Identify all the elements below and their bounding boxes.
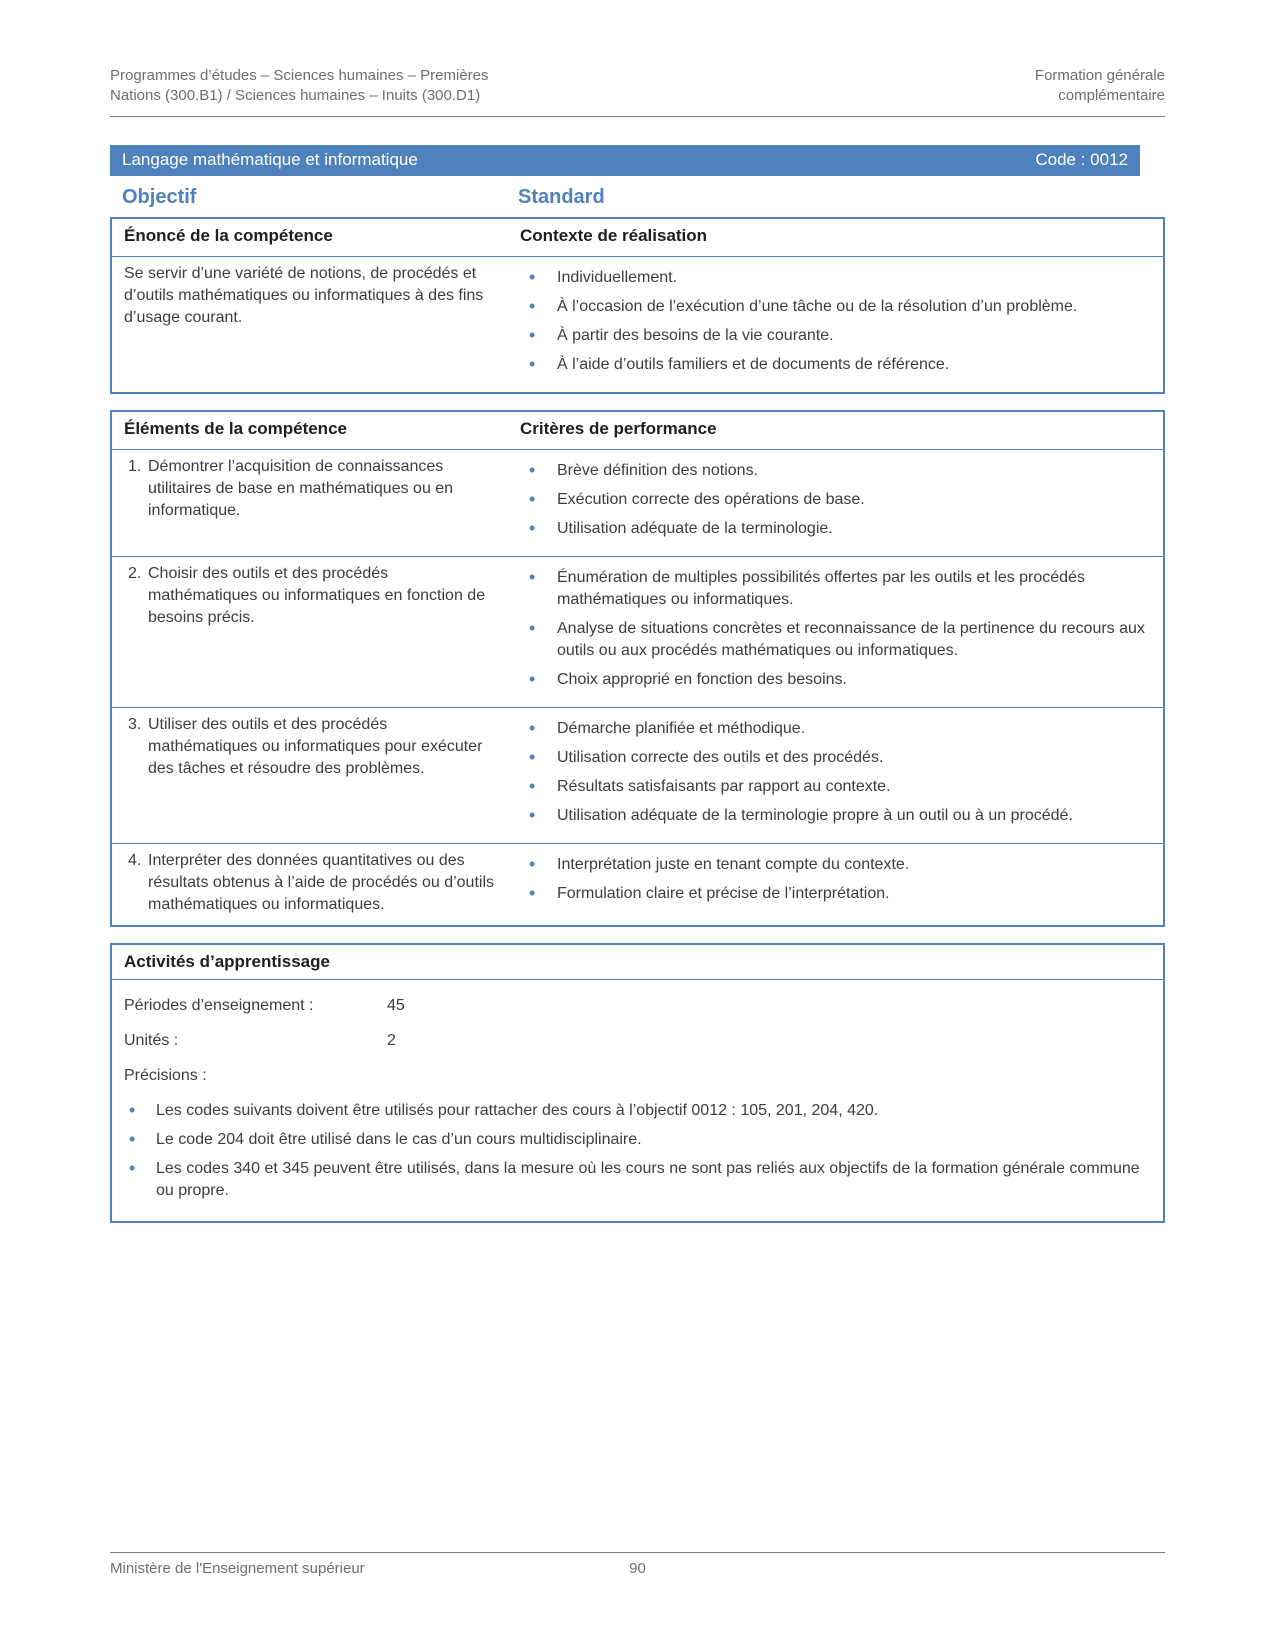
elements-table-header [112,412,1163,450]
criteria-list [520,854,1151,905]
criteria-item: • Analyse de situations concrètes et reconnaissance de la pertinence du recours aux outils ou aux procédés mathématiques ou informatiques. [520,618,1151,662]
element-number: 4. [128,852,142,869]
activities-header [112,945,1163,980]
header-divider [110,116,1165,117]
element-text: Démontrer l’acquisition de connaissances utilitaires de base en mathématiques ou en informatique. [148,458,454,519]
criteria-item: • Formulation claire et précise de l’interprétation. [520,883,1151,905]
objectif-heading: Objectif [122,186,197,208]
precision-item: • Les codes 340 et 345 peuvent être utilisés, dans la mesure où les cours ne sont pas reliés aux objectifs de la formation générale commune ou propre. [122,1158,1151,1202]
criteria-item: • Brève définition des notions. [520,460,1151,482]
element-row [112,557,1163,708]
page-footer [110,1552,1165,1579]
precision-item: • Les codes suivants doivent être utilisés pour rattacher des cours à l’objectif 0012 : 105, 201, 204, 420. [122,1100,1151,1122]
footer-divider [110,1552,1165,1553]
criteria-item: • Interprétation juste en tenant compte du contexte. [520,854,1151,876]
element-number: 3. [128,716,142,733]
competence-statement: Se servir d’une variété de notions, de procédés et d’outils mathématiques ou informatiques à des fins d’usage courant. [124,265,484,326]
element-row [112,450,1163,557]
criteria-item: • Utilisation adéquate de la terminologie propre à un outil ou à un procédé. [520,805,1151,827]
competence-table [110,217,1165,394]
header-program-line1: Programmes d’études – Sciences humaines – Premières [110,67,489,84]
element-number: 1. [128,458,142,475]
contexte-item: • À partir des besoins de la vie courante. [520,325,1151,347]
objective-banner [110,145,1140,176]
precisions-list [122,1100,1151,1202]
activities-body [112,980,1163,1221]
criteria-list [520,718,1151,827]
activities-title: Activités d’apprentissage [124,952,330,971]
criteria-list [520,460,1151,540]
unites-value: 2 [387,1032,396,1049]
elements-header: Éléments de la compétence [124,419,347,438]
field-unites [124,1030,1151,1052]
header-program-line2: Nations (300.B1) / Sciences humaines – Inuits (300.D1) [110,87,481,104]
periodes-value: 45 [387,997,405,1014]
elements-table [110,410,1165,927]
contexte-header: Contexte de réalisation [520,226,708,245]
element-text: Choisir des outils et des procédés mathématiques ou informatiques en fonction de besoins précis. [148,565,486,626]
criteria-item: • Démarche planifiée et méthodique. [520,718,1151,740]
periodes-label: Périodes d’enseignement : [124,997,314,1014]
contexte-list [520,267,1151,376]
page-header [110,66,1165,106]
header-right-line2: complémentaire [1058,87,1165,104]
element-row [112,844,1163,925]
element-number: 2. [128,565,142,582]
unites-label: Unités : [124,1032,179,1049]
contexte-item: • À l’aide d’outils familiers et de documents de référence. [520,354,1151,376]
criteria-list [520,567,1151,691]
banner-code: Code : 0012 [1035,150,1128,169]
competence-table-header [112,219,1163,257]
element-text: Interpréter des données quantitatives ou des résultats obtenus à l’aide de procédés ou d’outils mathématiques ou informatiques. [148,852,494,913]
field-periodes [124,995,1151,1017]
header-program-title [110,66,489,106]
header-section-title [1035,66,1165,106]
competence-row [112,257,1163,392]
contexte-item: • Individuellement. [520,267,1151,289]
banner-title: Langage mathématique et informatique [122,150,418,169]
criteres-header: Critères de performance [520,419,717,438]
page-number: 90 [629,1560,646,1577]
footer-ministry: Ministère de l'Enseignement supérieur [110,1560,365,1577]
criteria-item: • Utilisation correcte des outils et des procédés. [520,747,1151,769]
element-text: Utiliser des outils et des procédés mathématiques ou informatiques pour exécuter des tâches et résoudre des problèmes. [148,716,483,777]
precision-item: • Le code 204 doit être utilisé dans le cas d’un cours multidisciplinaire. [122,1129,1151,1151]
criteria-item: • Utilisation adéquate de la terminologie. [520,518,1151,540]
criteria-item: • Exécution correcte des opérations de base. [520,489,1151,511]
criteria-item: • Choix approprié en fonction des besoins. [520,669,1151,691]
precisions-label: Précisions : [124,1067,207,1084]
header-right-line1: Formation générale [1034,67,1165,84]
standard-heading: Standard [518,186,605,208]
activities-box [110,943,1165,1223]
contexte-item: • À l’occasion de l’exécution d’une tâche ou de la résolution d’un problème. [520,296,1151,318]
enonce-header: Énoncé de la compétence [124,226,333,245]
element-row [112,708,1163,844]
criteria-item: • Énumération de multiples possibilités offertes par les outils et les procédés mathématiques ou informatiques. [520,567,1151,611]
precisions-row [124,1065,1151,1087]
criteria-item: • Résultats satisfaisants par rapport au contexte. [520,776,1151,798]
column-headings [110,183,1165,211]
